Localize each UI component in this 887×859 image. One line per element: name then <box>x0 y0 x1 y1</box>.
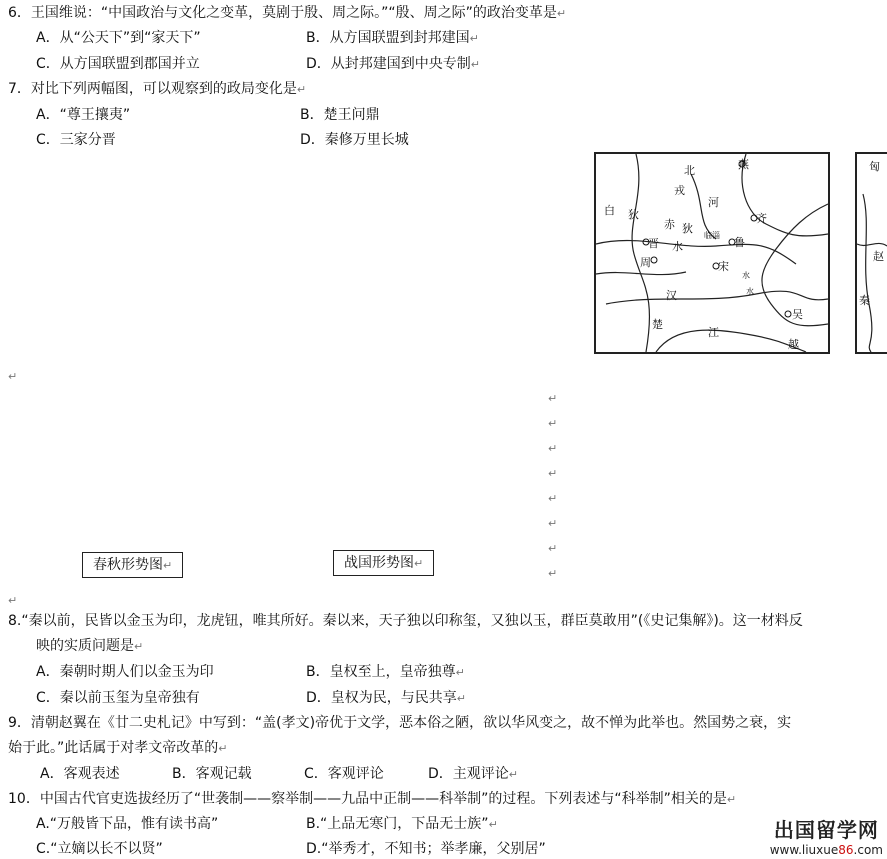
return-mark: ↵ <box>134 640 144 653</box>
return-mark: ↵ <box>548 517 558 530</box>
zhanguo-map <box>855 152 887 354</box>
return-mark: ↵ <box>548 392 558 405</box>
chunqiu-caption-text: 春秋形势图 <box>93 557 163 573</box>
zhanguo-caption-text: 战国形势图 <box>344 555 414 571</box>
q7-stem-text: 7．对比下列两幅图，可以观察到的政局变化是 <box>8 81 297 97</box>
q8-option-b-text: B．皇权至上，皇帝独尊 <box>306 664 456 680</box>
q9-stem-line1: 9．清朝赵翼在《廿二史札记》中写到：“盖(孝文)帝优于文学，恶本俗之陋，欲以华风变之，故不惮为此举也。然国势之衰，实 <box>8 715 792 731</box>
label-shui2: 水 <box>742 271 750 280</box>
q6-option-d-text: D．从封邦建国到中央专制 <box>306 56 471 72</box>
q7-option-c: C．三家分晋 <box>36 132 116 148</box>
return-mark: ↵ <box>470 58 480 71</box>
q7-option-b: B．楚王问鼎 <box>300 107 380 123</box>
site-watermark <box>770 814 883 857</box>
label-jin: 晋 <box>648 237 659 250</box>
q8-stem-line1: 8.“秦以前，民皆以金玉为印，龙虎钮，唯其所好。秦以来，天子独以印称玺，又独以玉，群臣莫敢用”(《史记集解》)。这一材料反 <box>8 613 803 629</box>
label-lu: 鲁 <box>734 236 745 249</box>
q6-option-a: A．从“公天下”到“家天下” <box>36 30 201 46</box>
capital-wu-marker <box>785 311 791 317</box>
watermark-url <box>770 843 883 857</box>
q10-option-c: C.“立嫡以长不以贤” <box>36 841 163 857</box>
q10-stem <box>8 790 736 809</box>
return-mark: ↵ <box>548 492 558 505</box>
label-han: 汉 <box>666 289 677 302</box>
watermark-title: 出国留学网 <box>773 818 879 842</box>
return-mark: ↵ <box>163 559 173 572</box>
q7-option-a: A．“尊王攘夷” <box>36 107 131 123</box>
label-di: 狄 <box>628 208 639 221</box>
q8-stem-line2 <box>36 637 143 656</box>
label-qi: 齐 <box>756 212 767 225</box>
label-bai: 白 <box>604 204 615 217</box>
q6-option-c: C．从方国联盟到郡国并立 <box>36 56 200 72</box>
label-linzi: 临淄 <box>704 231 720 240</box>
label-song: 宋 <box>718 260 729 273</box>
q6-stem-text: 6．王国维说：“中国政治与文化之变革，莫剧于殷、周之际。”“殷、周之际”的政治变革是 <box>8 5 557 21</box>
return-mark: ↵ <box>414 557 424 570</box>
q8-stem-line2-text: 映的实质问题是 <box>36 638 134 654</box>
q7-stem <box>8 80 306 99</box>
return-mark: ↵ <box>548 442 558 455</box>
q10-stem-text: 10．中国古代官吏选拔经历了“世袭制——察举制——九品中正制——科举制”的过程。下列表述与“科举制”相关的是 <box>8 791 727 807</box>
q9-stem-line2 <box>8 739 227 758</box>
watermark-url-suffix: .com <box>853 843 883 857</box>
return-mark: ↵ <box>548 542 558 555</box>
label-rong: 戎 <box>674 184 685 197</box>
q9-stem-line2-text: 始于此。”此话属于对孝文帝改革的 <box>8 740 219 756</box>
q9-option-d-text: D．主观评论 <box>428 766 509 782</box>
label-bei: 北 <box>684 164 695 177</box>
chunqiu-map-drawing <box>596 154 828 352</box>
return-mark: ↵ <box>508 768 518 781</box>
q10-option-a: A.“万般皆下品，惟有读书高” <box>36 816 219 832</box>
q9-option-a: A．客观表述 <box>40 766 120 782</box>
return-mark: ↵ <box>488 818 498 831</box>
label-zhou: 周 <box>640 256 651 269</box>
label-qin: 秦 <box>859 294 870 307</box>
q10-option-b <box>306 815 498 834</box>
capital-zhou-marker <box>651 257 657 263</box>
label-shui3: 水 <box>746 287 754 296</box>
return-mark: ↵ <box>218 742 228 755</box>
watermark-url-prefix: www.liuxue <box>769 843 839 857</box>
chunqiu-caption <box>82 552 183 578</box>
return-mark: ↵ <box>726 793 737 806</box>
zhanguo-caption <box>333 550 434 576</box>
label-jiang: 江 <box>708 326 719 339</box>
return-mark: ↵ <box>455 666 465 679</box>
q6-option-b-text: B．从方国联盟到封邦建国 <box>306 30 470 46</box>
label-di2: 狄 <box>682 222 693 235</box>
return-mark: ↵ <box>548 567 558 580</box>
q8-option-b <box>306 663 465 682</box>
q7-option-d: D．秦修万里长城 <box>300 132 409 148</box>
label-zhao: 赵 <box>873 250 884 263</box>
q9-option-b: B．客观记载 <box>172 766 252 782</box>
q6-stem <box>8 4 566 23</box>
chunqiu-map <box>594 152 830 354</box>
zhanguo-map-drawing <box>857 154 887 352</box>
q8-option-d <box>306 689 466 708</box>
label-chu: 楚 <box>652 318 663 331</box>
label-chi: 赤 <box>664 218 675 231</box>
return-mark: ↵ <box>296 83 307 96</box>
label-wu: 吴 <box>792 308 803 321</box>
q9-option-c: C．客观评论 <box>304 766 384 782</box>
return-mark: ↵ <box>469 32 479 45</box>
q10-option-b-text: B.“上品无寒门，下品无士族” <box>306 816 489 832</box>
label-xiong: 匈 <box>869 160 880 173</box>
q8-option-d-text: D．皇权为民，与民共享 <box>306 690 457 706</box>
return-mark: ↵ <box>8 370 18 383</box>
q6-option-b <box>306 29 479 48</box>
label-he: 河 <box>708 196 719 209</box>
q8-option-a: A．秦朝时期人们以金玉为印 <box>36 664 214 680</box>
return-mark: ↵ <box>556 7 567 20</box>
label-yan: 燕 <box>738 158 749 171</box>
return-mark: ↵ <box>456 692 466 705</box>
q6-option-d <box>306 55 480 74</box>
q10-option-d: D.“举秀才，不知书；举孝廉，父别居” <box>306 841 546 857</box>
label-yue: 越 <box>788 338 799 351</box>
q8-option-c: C．秦以前玉玺为皇帝独有 <box>36 690 200 706</box>
q9-option-d <box>428 765 518 784</box>
watermark-url-number: 86 <box>838 843 854 857</box>
return-mark: ↵ <box>8 594 18 607</box>
label-shui: 水 <box>672 240 683 253</box>
return-mark: ↵ <box>548 417 558 430</box>
return-mark: ↵ <box>548 467 558 480</box>
